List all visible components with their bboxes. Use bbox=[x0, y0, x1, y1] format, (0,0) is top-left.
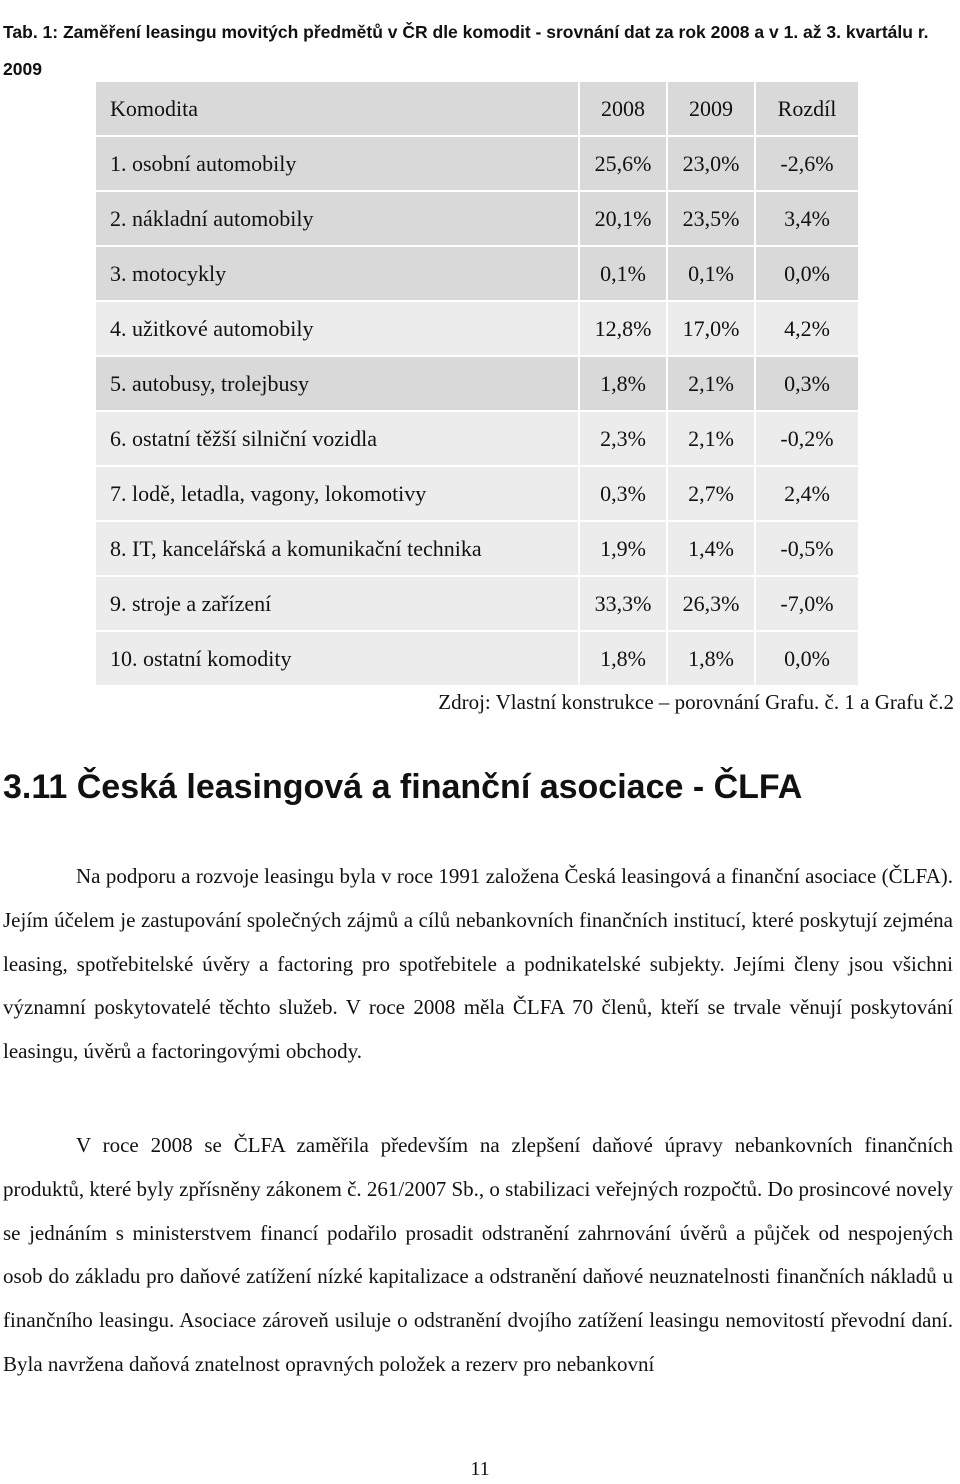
table-row bbox=[96, 412, 858, 465]
cell-difference: -2,6% bbox=[756, 137, 858, 190]
cell-2009: 2,1% bbox=[668, 357, 754, 410]
body-paragraph: Na podporu a rozvoje leasingu byla v roce 1991 založena Česká leasingová a finanční asociace (ČLFA). Jejím účelem je zastupování společných zájmů a cílů nebankovních finančních institucí, které poskytují zejména leasing, spotřebitelské úvěry a factoring pro spotřebitele a podnikatelské subjekty. Jejími členy jsou všichni významní poskytovatelé těchto služeb. V roce 2008 měla ČLFA 70 členů, kteří se trvale věnují poskytování leasingu, úvěrů a factoringovými obchody. bbox=[3, 864, 953, 1064]
cell-difference: 3,4% bbox=[756, 192, 858, 245]
table-source-note: Zdroj: Vlastní konstrukce – porovnání Grafu. č. 1 a Grafu č.2 bbox=[438, 690, 954, 714]
cell-2008: 0,3% bbox=[580, 467, 666, 520]
cell-2008: 33,3% bbox=[580, 577, 666, 630]
table-row bbox=[96, 632, 858, 685]
header-2009: 2009 bbox=[668, 82, 754, 135]
cell-2008: 12,8% bbox=[580, 302, 666, 355]
cell-2009: 2,1% bbox=[668, 412, 754, 465]
cell-2008: 20,1% bbox=[580, 192, 666, 245]
table-row bbox=[96, 467, 858, 520]
cell-2008: 1,8% bbox=[580, 632, 666, 685]
cell-difference: 4,2% bbox=[756, 302, 858, 355]
section-heading: 3.11 Česká leasingová a finanční asociace - ČLFA bbox=[3, 768, 803, 806]
cell-commodity: 4. užitkové automobily bbox=[96, 302, 578, 355]
table-row bbox=[96, 577, 858, 630]
cell-2008: 1,8% bbox=[580, 357, 666, 410]
cell-2008: 1,9% bbox=[580, 522, 666, 575]
cell-2008: 25,6% bbox=[580, 137, 666, 190]
cell-2009: 0,1% bbox=[668, 247, 754, 300]
table-row bbox=[96, 522, 858, 575]
table-row bbox=[96, 357, 858, 410]
cell-2009: 26,3% bbox=[668, 577, 754, 630]
cell-commodity: 7. lodě, letadla, vagony, lokomotivy bbox=[96, 467, 578, 520]
cell-commodity: 8. IT, kancelářská a komunikační technika bbox=[96, 522, 578, 575]
header-commodity: Komodita bbox=[96, 82, 578, 135]
header-difference: Rozdíl bbox=[756, 82, 858, 135]
table-row bbox=[96, 137, 858, 190]
cell-difference: 0,0% bbox=[756, 632, 858, 685]
commodity-table bbox=[96, 82, 858, 687]
cell-2009: 2,7% bbox=[668, 467, 754, 520]
cell-difference: 0,0% bbox=[756, 247, 858, 300]
cell-difference: 0,3% bbox=[756, 357, 858, 410]
cell-commodity: 10. ostatní komodity bbox=[96, 632, 578, 685]
cell-difference: -0,5% bbox=[756, 522, 858, 575]
body-paragraph: V roce 2008 se ČLFA zaměřila především na zlepšení daňové úpravy nebankovních finančních produktů, které byly zpřísněny zákonem č. 261/2007 Sb., o stabilizaci veřejných rozpočtů. Do prosincové novely se jednáním s ministerstvem financí podařilo prosadit odstranění zahrnování úvěrů a půjček od nespojených osob do základu pro daňové zatížení nízké kapitalizace a odstranění daňové neuznatelnosti finančních nákladů u finančního leasingu. Asociace zároveň usiluje o odstranění dvojího zatížení leasingu nemovitostí převodní daní. Byla navržena daňová znatelnost opravných položek a rezerv pro nebankovní bbox=[3, 1133, 954, 1376]
table-caption: Tab. 1: Zaměření leasingu movitých předmětů v ČR dle komodit - srovnání dat za rok 2008 a v 1. až 3. kvartálu r. 2009 bbox=[3, 22, 929, 79]
cell-commodity: 9. stroje a zařízení bbox=[96, 577, 578, 630]
cell-2009: 17,0% bbox=[668, 302, 754, 355]
cell-commodity: 5. autobusy, trolejbusy bbox=[96, 357, 578, 410]
header-2008: 2008 bbox=[580, 82, 666, 135]
cell-2009: 1,4% bbox=[668, 522, 754, 575]
cell-2009: 23,5% bbox=[668, 192, 754, 245]
cell-difference: 2,4% bbox=[756, 467, 858, 520]
cell-commodity: 2. nákladní automobily bbox=[96, 192, 578, 245]
table-header-row bbox=[96, 82, 858, 135]
cell-commodity: 3. motocykly bbox=[96, 247, 578, 300]
cell-2009: 1,8% bbox=[668, 632, 754, 685]
cell-2009: 23,0% bbox=[668, 137, 754, 190]
table-row bbox=[96, 247, 858, 300]
page-number: 11 bbox=[470, 1458, 490, 1480]
table-row bbox=[96, 192, 858, 245]
table-row bbox=[96, 302, 858, 355]
cell-2008: 2,3% bbox=[580, 412, 666, 465]
cell-2008: 0,1% bbox=[580, 247, 666, 300]
cell-commodity: 6. ostatní těžší silniční vozidla bbox=[96, 412, 578, 465]
cell-difference: -7,0% bbox=[756, 577, 858, 630]
cell-commodity: 1. osobní automobily bbox=[96, 137, 578, 190]
cell-difference: -0,2% bbox=[756, 412, 858, 465]
